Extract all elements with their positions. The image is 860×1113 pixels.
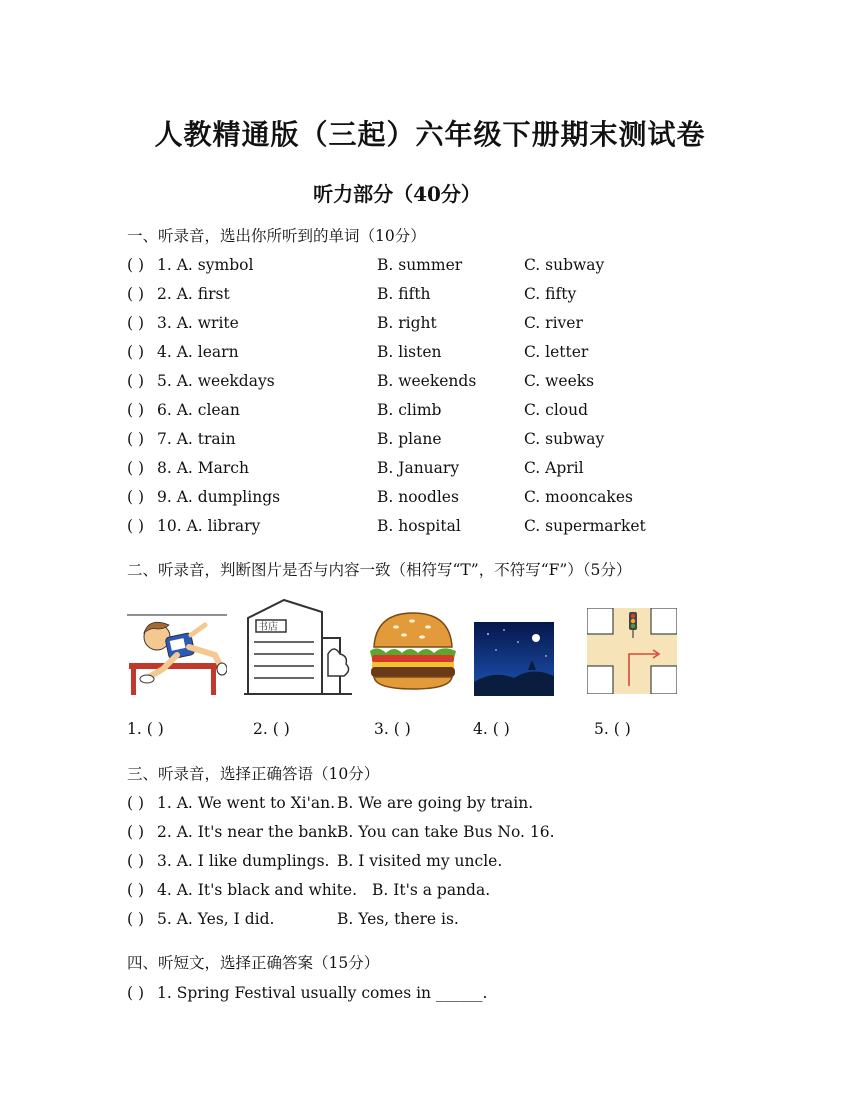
item-number: 8. [157,459,172,477]
answer-bracket[interactable]: ( ) [127,517,145,535]
item-option-a [157,285,230,303]
picture-answer-4[interactable]: 4. ( ) [473,720,510,738]
part1-row [127,459,767,481]
part1-row [127,401,767,423]
item-number: 1. [157,984,172,1002]
item-option-a [157,910,274,928]
part1-row [127,372,767,394]
item-option-a [157,794,335,812]
option-b-text: B. listen [377,343,442,361]
option-c-text: C. cloud [524,401,589,419]
answer-bracket[interactable]: ( ) [127,401,145,419]
option-c-text: C. fifty [524,285,577,303]
crossroads-picture [587,608,677,694]
item-number: 7. [157,430,172,448]
part1-row [127,430,767,452]
part1-row [127,488,767,510]
item-option-a [157,372,275,390]
hurdle-bar [129,663,219,669]
shop-sign-text: 书店 [258,622,278,633]
answer-bracket[interactable]: ( ) [127,488,145,506]
option-b-text: B. hospital [377,517,461,535]
option-c-text: C. mooncakes [524,488,633,506]
answer-bracket[interactable]: ( ) [127,459,145,477]
option-c-text: C. supermarket [524,517,646,535]
bookstore-picture [244,598,352,698]
part3-row [127,852,767,874]
item-number: 5. [157,910,172,928]
item-option-a [157,823,342,841]
item-number: 3. [157,852,172,870]
picture-answer-5[interactable]: 5. ( ) [594,720,631,738]
answer-bracket[interactable]: ( ) [127,794,145,812]
option-b-text: B. weekends [377,372,477,390]
part1-row [127,314,767,336]
option-b-text: B. January [377,459,460,477]
item-option-a [157,314,239,332]
listening-section-title: 听力部分（40分） [313,182,481,206]
option-a-text: A. dumplings [176,488,281,506]
option-a-text: A. clean [176,401,240,419]
item-option-a [157,881,357,899]
option-a-text: A. first [176,285,230,303]
option-c-text: C. April [524,459,584,477]
answer-bracket[interactable]: ( ) [127,984,145,1002]
option-a-text: A. We went to Xi'an. [176,794,336,812]
item-number: 10. [157,517,182,535]
answer-bracket[interactable]: ( ) [127,314,145,332]
option-a-text: A. train [176,430,236,448]
option-b-text: B. climb [377,401,442,419]
picture-answer-3[interactable]: 3. ( ) [374,720,411,738]
option-c-text: C. subway [524,430,605,448]
part2-heading: 二、听录音，判断图片是否与内容一致（相符写“T”，不符写“F”）（5分） [127,561,632,579]
item-option-a [157,852,329,870]
answer-bracket[interactable]: ( ) [127,881,145,899]
page-title: 人教精通版（三起）六年级下册期末测试卷 [154,118,706,151]
option-b-text: B. noodles [377,488,459,506]
item-option-a [157,459,249,477]
picture-answer-1[interactable]: 1. ( ) [127,720,164,738]
question-text [157,984,487,1002]
answer-bracket[interactable]: ( ) [127,852,145,870]
question-body: Spring Festival usually comes in ______. [176,984,488,1002]
item-option-a [157,430,236,448]
option-a-text: A. March [176,459,249,477]
item-number: 3. [157,314,172,332]
option-b-text: B. It's a panda. [372,881,491,899]
item-number: 1. [157,794,172,812]
picture-answer-2[interactable]: 2. ( ) [253,720,290,738]
part3-heading: 三、听录音，选择正确答语（10分） [127,765,380,783]
answer-bracket[interactable]: ( ) [127,372,145,390]
option-a-text: A. symbol [176,256,254,274]
item-number: 9. [157,488,172,506]
answer-bracket[interactable]: ( ) [127,256,145,274]
part1-heading: 一、听录音，选出你所听到的单词（10分） [127,227,426,245]
item-number: 4. [157,881,172,899]
option-a-text: A. It's black and white. [176,881,358,899]
item-number: 2. [157,285,172,303]
option-c-text: C. river [524,314,583,332]
part4-heading: 四、听短文，选择正确答案（15分） [127,954,380,972]
item-number: 1. [157,256,172,274]
answer-bracket[interactable]: ( ) [127,823,145,841]
option-c-text: C. subway [524,256,605,274]
option-a-text: A. write [176,314,239,332]
option-a-text: A. library [186,517,261,535]
part3-row [127,881,767,903]
item-number: 2. [157,823,172,841]
night-sky-picture [474,622,554,696]
part1-row [127,285,767,307]
item-number: 6. [157,401,172,419]
part1-row [127,517,767,539]
item-number: 4. [157,343,172,361]
part1-row [127,256,767,278]
option-b-text: B. summer [377,256,463,274]
item-option-a [157,256,253,274]
part3-row [127,910,767,932]
hamburger-picture [368,607,458,693]
option-a-text: A. I like dumplings. [176,852,330,870]
option-c-text: C. weeks [524,372,595,390]
item-option-a [157,488,280,506]
option-a-text: A. It's near the bank. [176,823,342,841]
item-number: 5. [157,372,172,390]
part4-row [127,984,767,1006]
answer-bracket[interactable]: ( ) [127,343,145,361]
part1-row [127,343,767,365]
item-option-a [157,517,260,535]
hurdle-boy-picture [127,607,227,699]
option-b-text: B. plane [377,430,442,448]
part3-row [127,823,767,845]
option-b-text: B. fifth [377,285,431,303]
item-option-a [157,343,239,361]
option-c-text: C. letter [524,343,589,361]
option-b-text: B. You can take Bus No. 16. [337,823,555,841]
option-b-text: B. Yes, there is. [337,910,459,928]
answer-bracket[interactable]: ( ) [127,285,145,303]
option-b-text: B. I visited my uncle. [337,852,503,870]
answer-bracket[interactable]: ( ) [127,910,145,928]
option-a-text: A. learn [176,343,239,361]
option-b-text: B. right [377,314,437,332]
option-a-text: A. Yes, I did. [176,910,275,928]
item-option-a [157,401,240,419]
answer-bracket[interactable]: ( ) [127,430,145,448]
part3-row [127,794,767,816]
option-b-text: B. We are going by train. [337,794,534,812]
option-a-text: A. weekdays [176,372,275,390]
